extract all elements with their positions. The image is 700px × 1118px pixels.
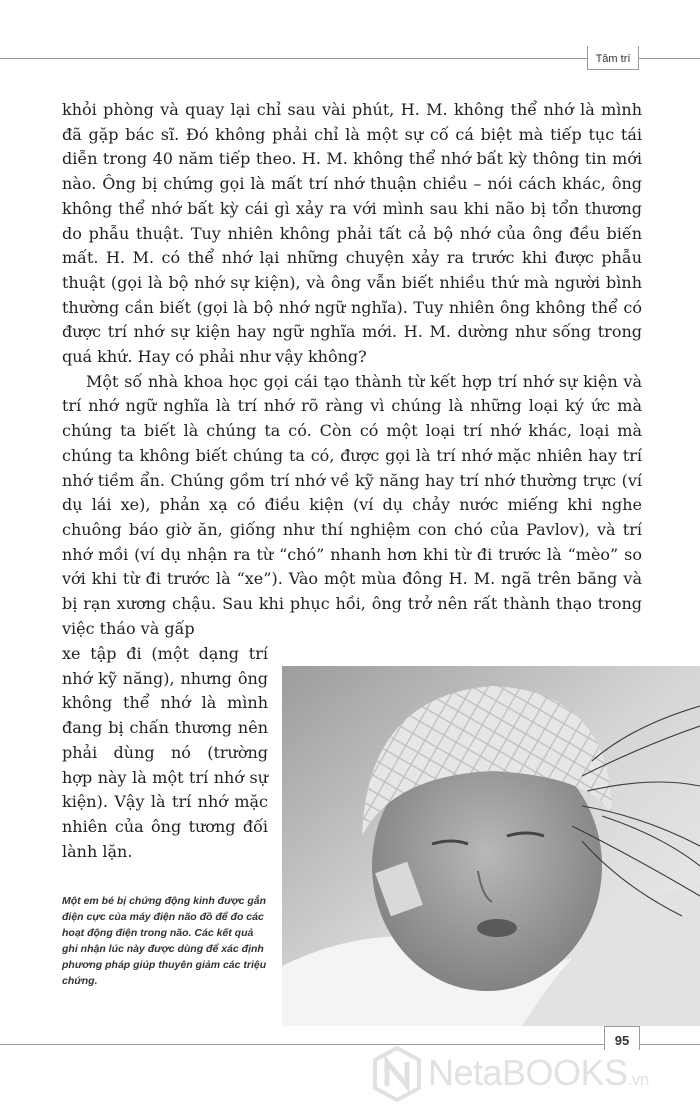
body-text	[62, 98, 642, 641]
wrapped-paragraph-continuation: xe tập đi (một dạng trí nhớ kỹ năng), nhưng ông không thể nhớ là mình đang bị chấn thương nên phải dùng nó (trường hợp này là một trí nhớ sự kiện). Vậy là trí nhớ mặc nhiên của ông tương đối lành lặn.	[62, 644, 268, 861]
eeg-child-photo	[282, 666, 700, 1026]
watermark-suffix: .vn	[627, 1070, 649, 1089]
page-number: 95	[604, 1026, 640, 1050]
publisher-watermark	[372, 1042, 692, 1108]
header-rule-right	[639, 58, 700, 59]
body-paragraph-2: Một số nhà khoa học gọi cái tạo thành từ kết hợp trí nhớ sự kiện và trí nhớ ngữ nghĩa là trí nhớ rõ ràng vì chúng là những loại ký ức mà chúng ta biết là chúng ta có. Còn có một loại trí nhớ khác, loại mà chúng ta không biết chúng ta có, được gọi là trí nhớ mặc nhiên hay trí nhớ tiềm ẩn. Chúng gồm trí nhớ về kỹ năng hay trí nhớ thường trực (ví dụ lái xe), phản xạ có điều kiện (ví dụ chảy nước miếng khi nghe chuông báo giờ ăn, giống như thí nghiệm con chó của Pavlov), và trí nhớ mồi (ví dụ nhận ra từ “chó” nhanh hơn khi từ đi trước là “mèo” so với khi từ đi trước là “xe”). Vào một mùa đông H. M. ngã trên băng và bị rạn xương chậu. Sau khi phục hồi, ông trở nên rất thành thạo trong việc tháo và gấp	[62, 371, 642, 638]
watermark-text	[428, 1052, 649, 1094]
netabooks-logo-icon	[372, 1046, 422, 1102]
watermark-brand: NetaBOOKS	[428, 1052, 628, 1093]
header-rule	[0, 58, 587, 59]
running-header: Tâm trí	[587, 46, 639, 70]
photo-illustration	[282, 666, 700, 1026]
body-paragraph-1: khỏi phòng và quay lại chỉ sau vài phút, H. M. không thể nhớ là mình đã gặp bác sĩ. Đó không phải chỉ là một sự cố cá biệt mà tiếp tục tái diễn trong 40 năm tiếp theo. H. M. không thể nhớ bất kỳ thông tin mới nào. Ông bị chứng gọi là mất trí nhớ thuận chiều – nói cách khác, ông không thể nhớ bất kỳ cái gì xảy ra với mình sau khi não bị tổn thương do phẫu thuật. Tuy nhiên không phải tất cả bộ nhớ của ông đều biến mất. H. M. có thể nhớ lại những chuyện xảy ra trước khi được phẫu thuật (gọi là bộ nhớ sự kiện), và ông vẫn biết nhiều thứ mà người bình thường cần biết (gọi là bộ nhớ ngữ nghĩa). Tuy nhiên ông không thể có được trí nhớ sự kiện hay ngữ nghĩa mới. H. M. dường như sống trong quá khứ. Hay có phải như vậy không?	[62, 100, 642, 367]
photo-caption: Một em bé bị chứng động kinh được gắn điện cực của máy điện não đồ để đo các hoạt động điện trong não. Các kết quả ghi nhận lúc này được dùng để xác định phương pháp giúp thuyên giảm các triệu chứng.	[62, 895, 267, 987]
